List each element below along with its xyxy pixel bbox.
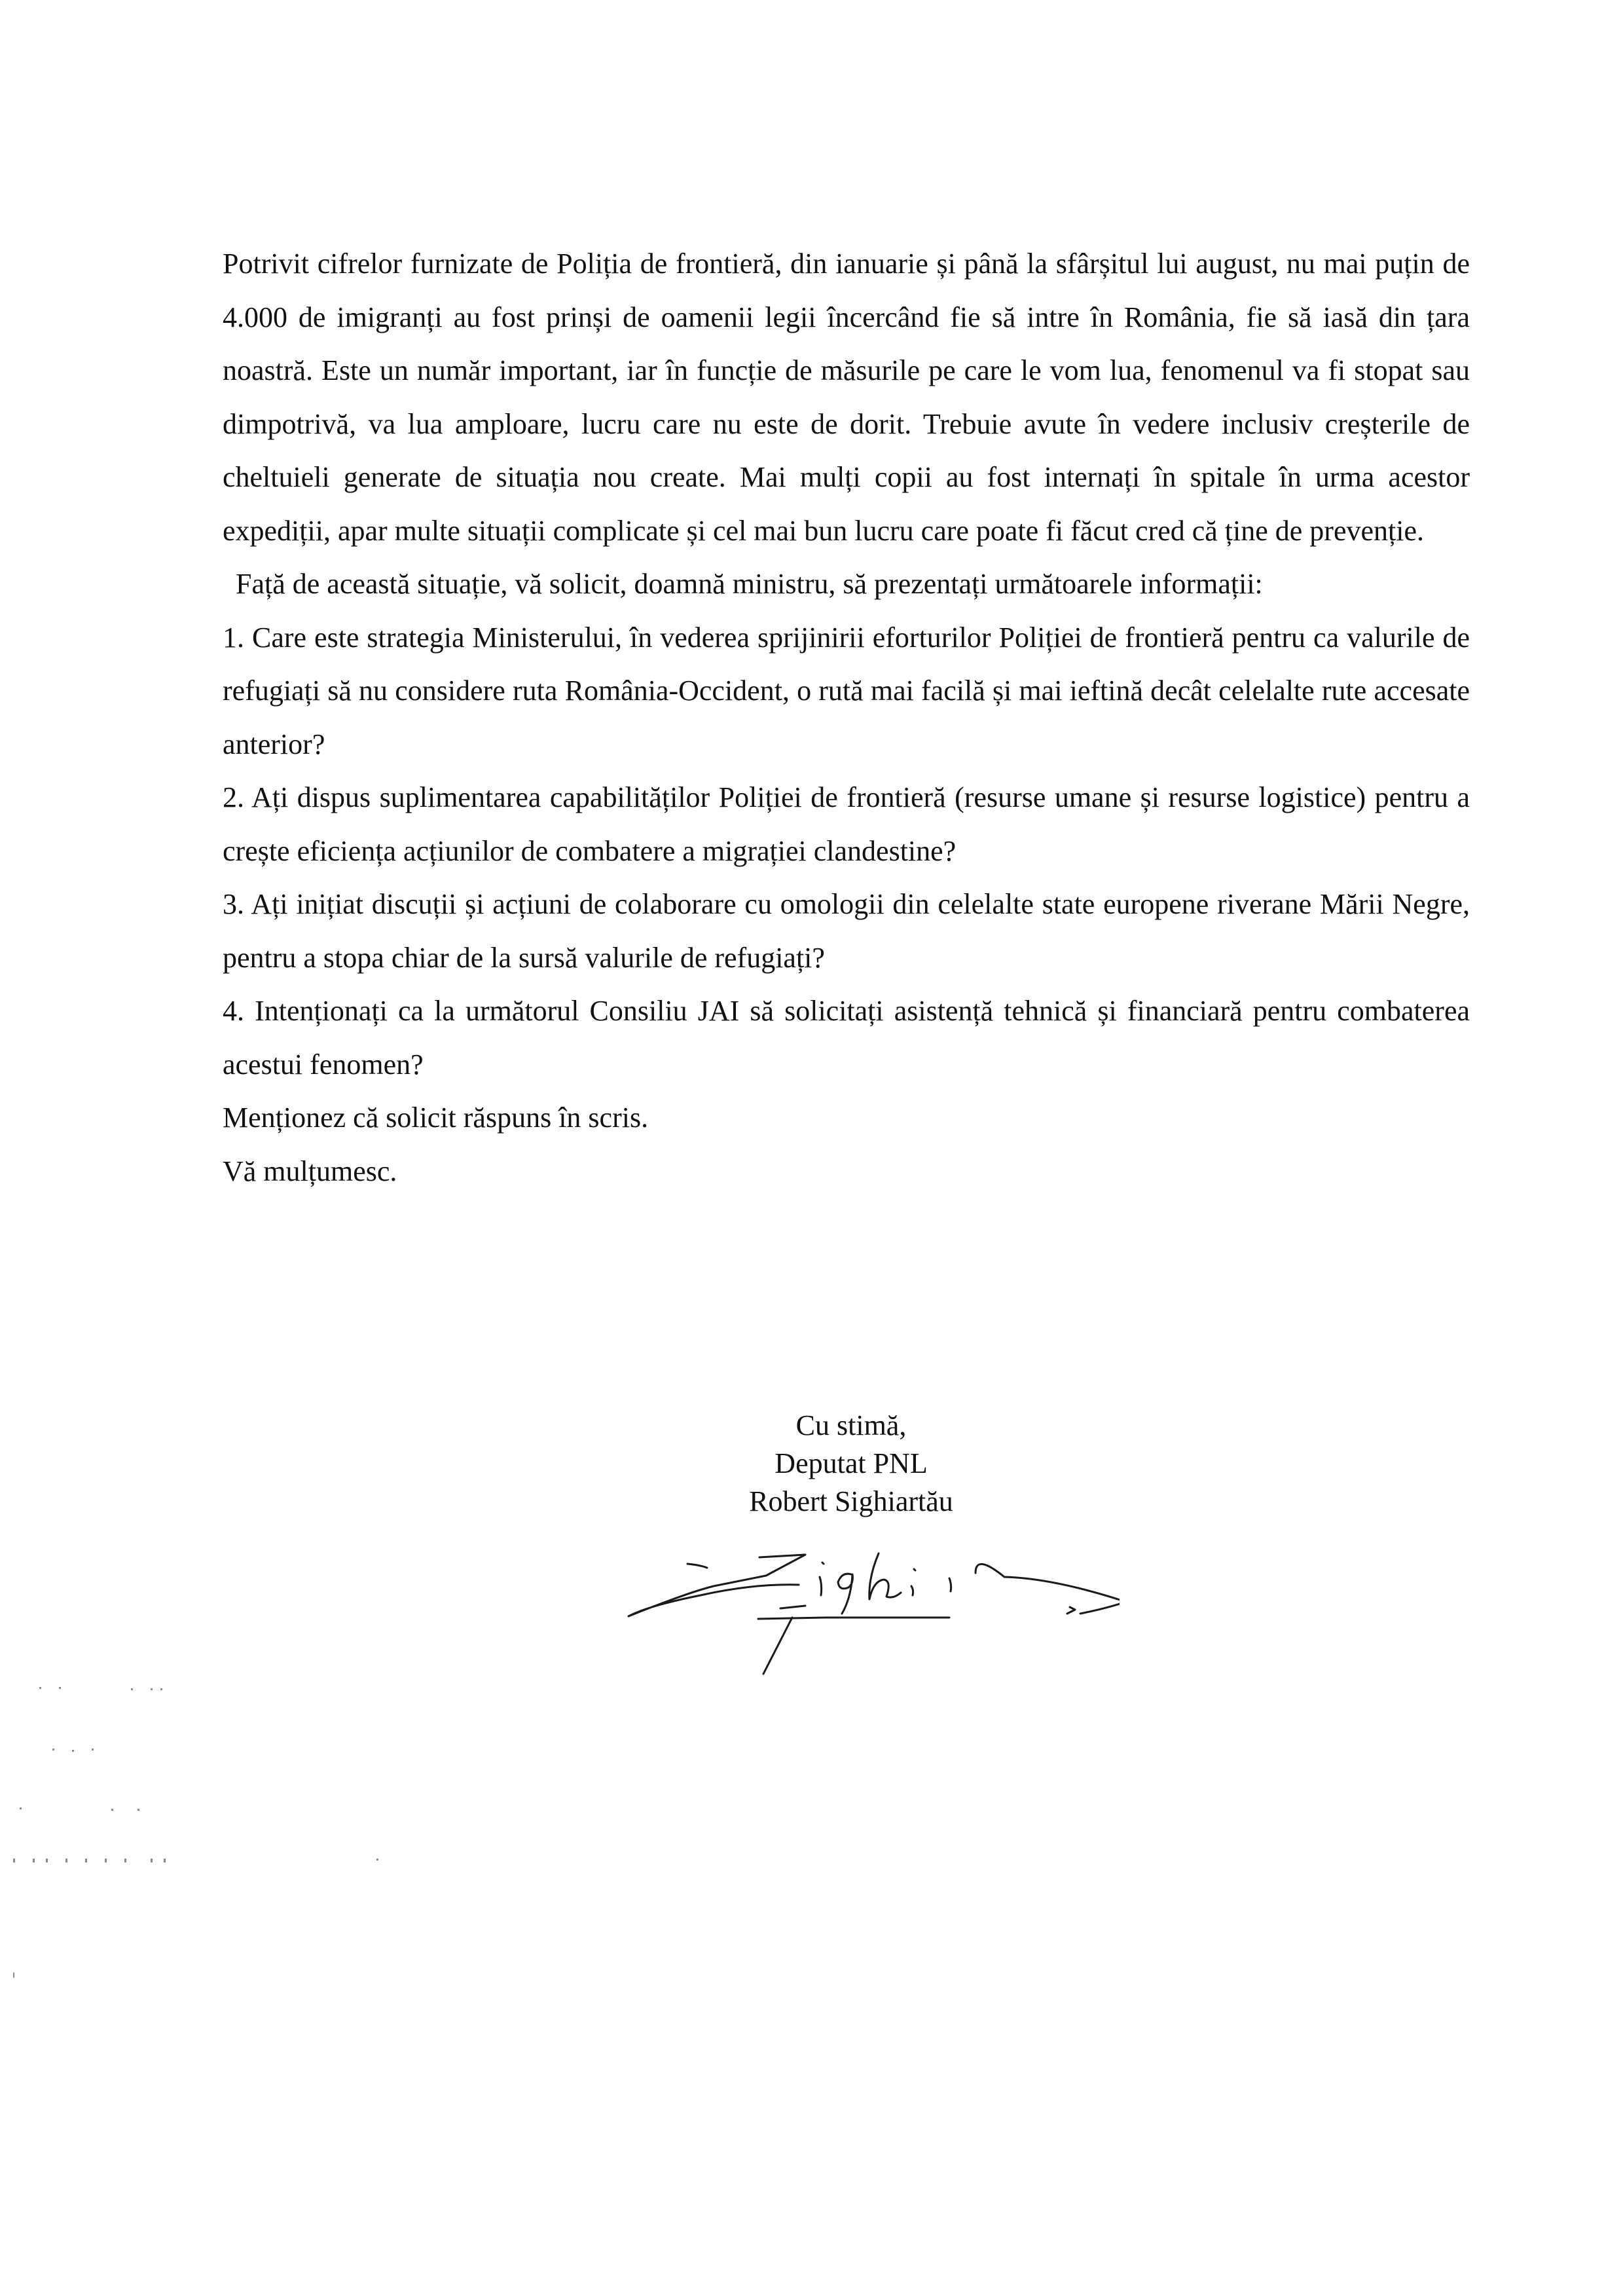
signature-role: Deputat PNL: [775, 1447, 928, 1479]
question-item-1: [223, 611, 1470, 771]
closing-thanks: Vă mulțumesc.: [223, 1155, 397, 1187]
signature-salutation: Cu stimă,: [795, 1409, 907, 1441]
question-item-2: [223, 771, 1470, 878]
paragraph-context-text: Potrivit cifrelor furnizate de Poliția de frontieră, din ianuarie și până la sfârșitul lui august, nu mai puțin de 4.000 de imigranți au fost prinși de oamenii legii încercând fie să intre în România, fie să iasă din țara noastră. Este un număr important, iar în funcție de măsurile pe care le vom lua, fenomenul va fi stopat sau dimpotrivă, va lua amploare, lucru care nu este de dorit. Trebuie avute în vedere inclusiv creșterile de cheltuieli generate de situația nou create. Mai mulți copii au fost internați în spitale în urma acestor expediții, apar multe situații complicate și cel mai bun lucru care poate fi făcut cred că ține de prevenție.: [223, 248, 1470, 547]
question-text-3: 3. Ați inițiat discuții și acțiuni de colaborare cu omologii din celelalte state europene riverane Mării Negre, pentru a stopa chiar de la sursă valurile de refugiați?: [223, 888, 1470, 974]
scan-artifacts: [0, 1637, 458, 2030]
question-text-4: 4. Intenționați ca la următorul Consiliu JAI să solicitați asistență tehnică și financiară pentru combaterea acestui fenomen?: [223, 995, 1470, 1081]
question-text-1: 1. Care este strategia Ministerului, în vederea sprijinirii eforturilor Poliției de frontieră pentru ca valurile de refugiați să nu considere ruta România-Occident, o rută mai facilă și mai ieftină decât celelalte rute accesate anterior?: [223, 621, 1470, 760]
question-item-4: [223, 984, 1470, 1091]
question-item-3: [223, 878, 1470, 984]
paragraph-request: Față de această situație, vă solicit, doamnă ministru, să prezentați următoarele informații:: [236, 568, 1263, 600]
closing-request-reply: Menționez că solicit răspuns în scris.: [223, 1102, 649, 1134]
signature-block: [687, 1407, 1015, 1521]
signature-name: Robert Sighiartău: [749, 1485, 953, 1517]
document-body: [223, 237, 1470, 1198]
paragraph-context: [223, 237, 1470, 557]
question-text-2: 2. Ați dispus suplimentarea capabilităților Poliției de frontieră (resurse umane și resurse logistice) pentru a crește eficiența acțiunilor de combatere a migrației clandestine?: [223, 781, 1470, 867]
handwritten-signature: [609, 1546, 1120, 1676]
